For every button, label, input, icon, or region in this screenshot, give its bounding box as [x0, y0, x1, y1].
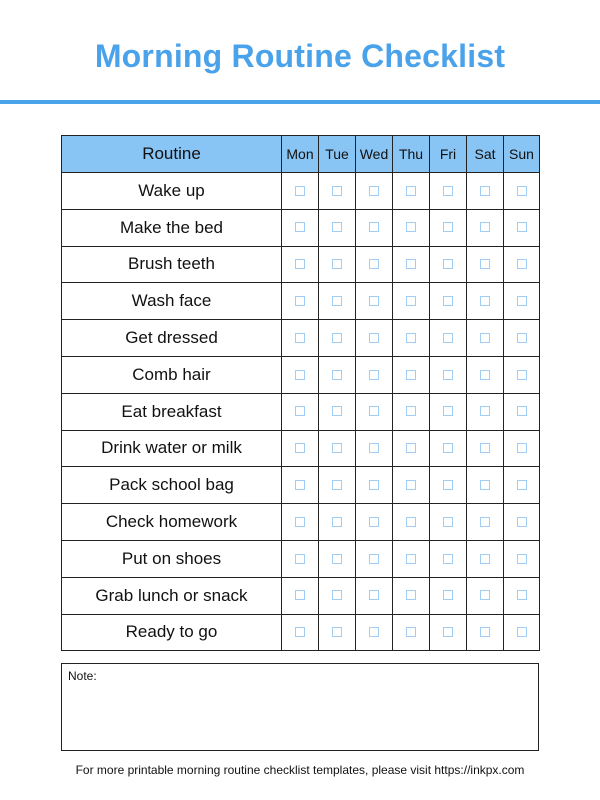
checkbox-thu[interactable] [406, 554, 416, 564]
checkbox-thu[interactable] [406, 590, 416, 600]
checkbox-cell [319, 283, 356, 320]
routine-rows [62, 173, 540, 651]
checkbox-cell [467, 577, 504, 614]
checkbox-thu[interactable] [406, 627, 416, 637]
checkbox-tue[interactable] [332, 517, 342, 527]
checkbox-tue[interactable] [332, 259, 342, 269]
routine-label: Wake up [62, 173, 282, 210]
checkbox-cell [430, 283, 467, 320]
checkbox-mon[interactable] [295, 554, 305, 564]
checkbox-cell [356, 393, 393, 430]
checkbox-cell [467, 246, 504, 283]
table-header-row [62, 136, 540, 173]
checkbox-cell [504, 393, 540, 430]
checkbox-wed[interactable] [369, 333, 379, 343]
checkbox-wed[interactable] [369, 186, 379, 196]
checkbox-cell [504, 283, 540, 320]
checkbox-mon[interactable] [295, 186, 305, 196]
checkbox-wed[interactable] [369, 443, 379, 453]
routine-label: Comb hair [62, 356, 282, 393]
checkbox-cell [319, 209, 356, 246]
checkbox-sun[interactable] [517, 296, 527, 306]
checkbox-tue[interactable] [332, 590, 342, 600]
checkbox-cell [319, 540, 356, 577]
checkbox-mon[interactable] [295, 517, 305, 527]
table-row [62, 577, 540, 614]
checkbox-sun[interactable] [517, 370, 527, 380]
checkbox-cell [393, 467, 430, 504]
day-column-header-fri: Fri [430, 136, 467, 173]
checkbox-thu[interactable] [406, 259, 416, 269]
routine-label: Check homework [62, 504, 282, 541]
checkbox-mon[interactable] [295, 406, 305, 416]
checkbox-wed[interactable] [369, 517, 379, 527]
checkbox-cell [282, 540, 319, 577]
checkbox-sat[interactable] [480, 627, 490, 637]
checkbox-cell [467, 614, 504, 651]
checkbox-sat[interactable] [480, 370, 490, 380]
checkbox-cell [393, 504, 430, 541]
checkbox-sun[interactable] [517, 443, 527, 453]
checkbox-cell [467, 356, 504, 393]
routine-label: Put on shoes [62, 540, 282, 577]
checkbox-thu[interactable] [406, 406, 416, 416]
checkbox-sun[interactable] [517, 186, 527, 196]
page-title: Morning Routine Checklist [94, 38, 506, 74]
checkbox-fri[interactable] [443, 554, 453, 564]
checkbox-sat[interactable] [480, 590, 490, 600]
checkbox-mon[interactable] [295, 296, 305, 306]
day-column-header-thu: Thu [393, 136, 430, 173]
note-box[interactable] [61, 663, 539, 751]
checkbox-fri[interactable] [443, 480, 453, 490]
checkbox-cell [282, 283, 319, 320]
checkbox-sat[interactable] [480, 406, 490, 416]
routine-label: Pack school bag [62, 467, 282, 504]
checkbox-cell [282, 320, 319, 357]
checkbox-cell [356, 283, 393, 320]
checkbox-cell [282, 577, 319, 614]
table-row [62, 283, 540, 320]
routine-label: Grab lunch or snack [62, 577, 282, 614]
checkbox-cell [356, 246, 393, 283]
title-divider [0, 100, 600, 104]
checkbox-tue[interactable] [332, 443, 342, 453]
checkbox-cell [430, 173, 467, 210]
checkbox-cell [319, 173, 356, 210]
checkbox-cell [356, 209, 393, 246]
checkbox-cell [393, 283, 430, 320]
note-label: Note: [68, 669, 97, 683]
checkbox-cell [393, 393, 430, 430]
checkbox-cell [282, 393, 319, 430]
checkbox-cell [319, 577, 356, 614]
checkbox-mon[interactable] [295, 333, 305, 343]
checkbox-cell [430, 356, 467, 393]
checkbox-cell [430, 577, 467, 614]
table-row [62, 467, 540, 504]
checkbox-cell [430, 246, 467, 283]
checkbox-sat[interactable] [480, 480, 490, 490]
checkbox-sun[interactable] [517, 259, 527, 269]
routine-label: Get dressed [62, 320, 282, 357]
checkbox-sun[interactable] [517, 406, 527, 416]
checkbox-cell [467, 540, 504, 577]
routine-column-header: Routine [62, 136, 282, 173]
checkbox-wed[interactable] [369, 370, 379, 380]
checkbox-cell [282, 356, 319, 393]
checkbox-fri[interactable] [443, 186, 453, 196]
checkbox-cell [467, 504, 504, 541]
checkbox-cell [319, 430, 356, 467]
checkbox-tue[interactable] [332, 333, 342, 343]
checkbox-fri[interactable] [443, 296, 453, 306]
checkbox-mon[interactable] [295, 443, 305, 453]
checkbox-cell [430, 209, 467, 246]
checkbox-sat[interactable] [480, 517, 490, 527]
checkbox-thu[interactable] [406, 186, 416, 196]
checkbox-cell [430, 320, 467, 357]
checkbox-tue[interactable] [332, 296, 342, 306]
checkbox-cell [356, 467, 393, 504]
routine-label: Ready to go [62, 614, 282, 651]
checkbox-mon[interactable] [295, 590, 305, 600]
checkbox-sat[interactable] [480, 186, 490, 196]
checkbox-cell [467, 430, 504, 467]
checkbox-cell [504, 577, 540, 614]
checkbox-cell [282, 246, 319, 283]
checkbox-cell [430, 430, 467, 467]
checkbox-cell [467, 393, 504, 430]
checkbox-thu[interactable] [406, 480, 416, 490]
checkbox-cell [393, 577, 430, 614]
checkbox-cell [319, 504, 356, 541]
checkbox-cell [356, 320, 393, 357]
checkbox-wed[interactable] [369, 406, 379, 416]
checkbox-cell [393, 614, 430, 651]
checkbox-cell [504, 356, 540, 393]
checkbox-thu[interactable] [406, 443, 416, 453]
checkbox-cell [504, 614, 540, 651]
checkbox-cell [467, 173, 504, 210]
checkbox-fri[interactable] [443, 627, 453, 637]
routine-checklist-table [61, 135, 540, 651]
table-row [62, 356, 540, 393]
day-column-header-sat: Sat [467, 136, 504, 173]
checkbox-cell [467, 283, 504, 320]
checkbox-tue[interactable] [332, 554, 342, 564]
checkbox-cell [356, 173, 393, 210]
checkbox-sun[interactable] [517, 480, 527, 490]
checkbox-thu[interactable] [406, 296, 416, 306]
checkbox-cell [282, 173, 319, 210]
checkbox-cell [356, 577, 393, 614]
table-row [62, 540, 540, 577]
checkbox-sat[interactable] [480, 296, 490, 306]
table-row [62, 320, 540, 357]
checkbox-sat[interactable] [480, 333, 490, 343]
checkbox-fri[interactable] [443, 370, 453, 380]
checkbox-fri[interactable] [443, 259, 453, 269]
checkbox-cell [504, 173, 540, 210]
checkbox-sat[interactable] [480, 554, 490, 564]
checkbox-fri[interactable] [443, 406, 453, 416]
checkbox-cell [467, 320, 504, 357]
checkbox-wed[interactable] [369, 296, 379, 306]
table-row [62, 246, 540, 283]
checkbox-sun[interactable] [517, 222, 527, 232]
checkbox-cell [393, 209, 430, 246]
routine-label: Drink water or milk [62, 430, 282, 467]
checkbox-cell [504, 246, 540, 283]
checkbox-cell [319, 356, 356, 393]
day-column-header-mon: Mon [282, 136, 319, 173]
checkbox-sun[interactable] [517, 590, 527, 600]
checkbox-cell [319, 393, 356, 430]
checkbox-fri[interactable] [443, 590, 453, 600]
checkbox-cell [504, 540, 540, 577]
checkbox-thu[interactable] [406, 370, 416, 380]
checkbox-sat[interactable] [480, 259, 490, 269]
checkbox-cell [319, 467, 356, 504]
checkbox-mon[interactable] [295, 480, 305, 490]
table-row [62, 393, 540, 430]
checkbox-cell [282, 209, 319, 246]
checkbox-cell [393, 356, 430, 393]
checkbox-mon[interactable] [295, 259, 305, 269]
checkbox-thu[interactable] [406, 222, 416, 232]
checkbox-cell [504, 320, 540, 357]
checkbox-cell [467, 209, 504, 246]
checkbox-fri[interactable] [443, 443, 453, 453]
checkbox-wed[interactable] [369, 590, 379, 600]
checkbox-wed[interactable] [369, 627, 379, 637]
checkbox-fri[interactable] [443, 222, 453, 232]
checkbox-cell [356, 356, 393, 393]
checkbox-tue[interactable] [332, 627, 342, 637]
checkbox-cell [393, 173, 430, 210]
checkbox-cell [430, 467, 467, 504]
table-row [62, 430, 540, 467]
checkbox-tue[interactable] [332, 370, 342, 380]
checkbox-thu[interactable] [406, 517, 416, 527]
checkbox-wed[interactable] [369, 259, 379, 269]
routine-label: Eat breakfast [62, 393, 282, 430]
checkbox-cell [430, 540, 467, 577]
table-row [62, 504, 540, 541]
checkbox-tue[interactable] [332, 186, 342, 196]
checkbox-cell [430, 393, 467, 430]
table-row [62, 173, 540, 210]
checkbox-cell [504, 209, 540, 246]
checkbox-cell [504, 504, 540, 541]
checkbox-tue[interactable] [332, 406, 342, 416]
table-row [62, 209, 540, 246]
checkbox-wed[interactable] [369, 554, 379, 564]
day-column-header-tue: Tue [319, 136, 356, 173]
checkbox-mon[interactable] [295, 627, 305, 637]
checkbox-cell [356, 614, 393, 651]
checkbox-thu[interactable] [406, 333, 416, 343]
checkbox-cell [282, 504, 319, 541]
checkbox-cell [467, 467, 504, 504]
checkbox-sun[interactable] [517, 554, 527, 564]
checkbox-sun[interactable] [517, 517, 527, 527]
day-column-header-sun: Sun [504, 136, 540, 173]
routine-label: Make the bed [62, 209, 282, 246]
checkbox-cell [282, 614, 319, 651]
checkbox-cell [282, 467, 319, 504]
checkbox-sat[interactable] [480, 443, 490, 453]
checkbox-cell [356, 430, 393, 467]
checkbox-mon[interactable] [295, 222, 305, 232]
checkbox-cell [319, 320, 356, 357]
checkbox-cell [504, 467, 540, 504]
checkbox-cell [319, 614, 356, 651]
table-row [62, 614, 540, 651]
checkbox-cell [393, 246, 430, 283]
checkbox-sun[interactable] [517, 333, 527, 343]
checkbox-tue[interactable] [332, 480, 342, 490]
checkbox-cell [356, 540, 393, 577]
footer-text: For more printable morning routine checklist templates, please visit https://inkpx.com [75, 763, 525, 777]
checkbox-fri[interactable] [443, 517, 453, 527]
checkbox-cell [319, 246, 356, 283]
checkbox-cell [282, 430, 319, 467]
checkbox-cell [393, 320, 430, 357]
checkbox-cell [393, 430, 430, 467]
checkbox-cell [393, 540, 430, 577]
checkbox-sat[interactable] [480, 222, 490, 232]
checkbox-tue[interactable] [332, 222, 342, 232]
checkbox-fri[interactable] [443, 333, 453, 343]
checkbox-cell [430, 614, 467, 651]
routine-label: Wash face [62, 283, 282, 320]
checkbox-sun[interactable] [517, 627, 527, 637]
day-column-header-wed: Wed [356, 136, 393, 173]
checkbox-wed[interactable] [369, 222, 379, 232]
checkbox-cell [430, 504, 467, 541]
checkbox-cell [356, 504, 393, 541]
checkbox-cell [504, 430, 540, 467]
routine-label: Brush teeth [62, 246, 282, 283]
checkbox-wed[interactable] [369, 480, 379, 490]
checkbox-mon[interactable] [295, 370, 305, 380]
